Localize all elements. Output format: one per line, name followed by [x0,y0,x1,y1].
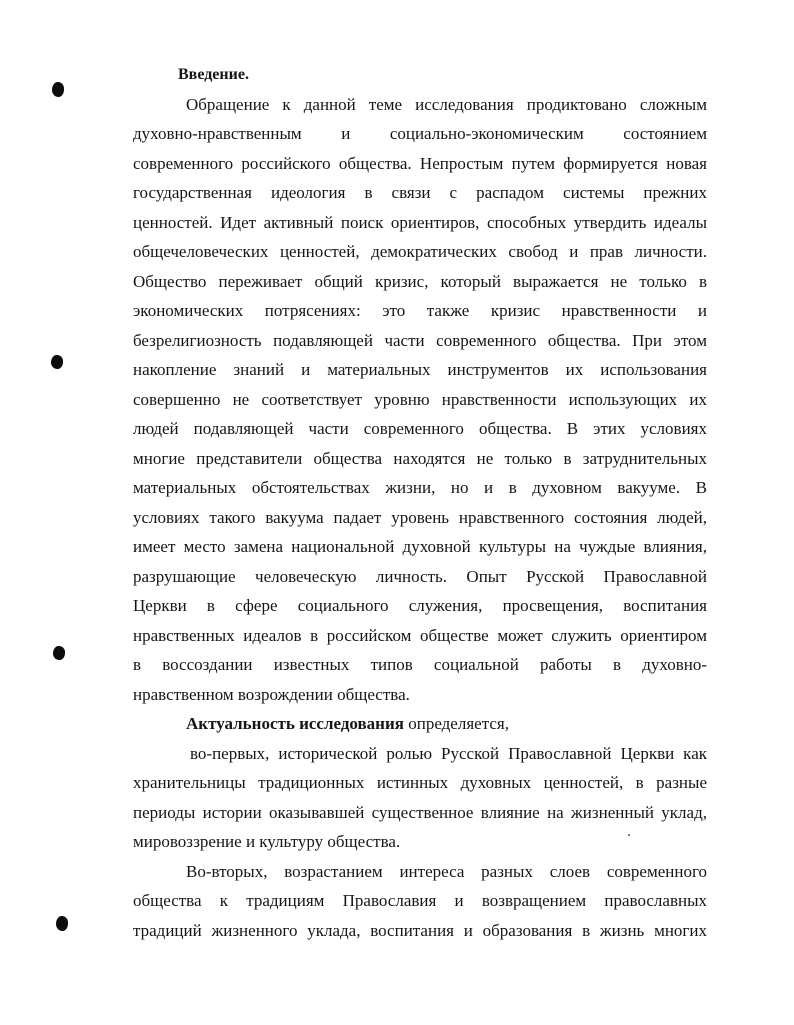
binding-hole-3 [53,646,65,660]
text-line: в воссоздании известных типов социальной работы в духовно- [133,655,707,674]
text-line: духовно-нравственным и социально-экономическим состоянием [133,124,707,143]
text-line: ценностей. Идет активный поиск ориентиров, способных утвердить идеалы [133,213,707,232]
text-line: совершенно не соответствует уровню нравственности использующих их [133,390,707,409]
text-line: во-первых, исторической ролью Русской Православной Церкви как [190,744,707,763]
text-line: государственная идеология в связи с распадом системы прежних [133,183,707,202]
text-line: имеет место замена национальной духовной культуры на чуждые влияния, [133,537,707,556]
binding-hole-2 [51,355,63,369]
relevance-heading: Актуальность исследования [186,714,404,733]
text-line: многие представители общества находятся не только в затруднительных [133,449,707,468]
text-line: безрелигиозность подавляющей части современного общества. При этом [133,331,707,350]
text-line: хранительницы традиционных истинных духовных ценностей, в разные [133,773,707,792]
text-line: общечеловеческих ценностей, демократических свобод и прав личности. [133,242,707,261]
text-line: разрушающие человеческую личность. Опыт Русской Православной [133,567,707,586]
text-line: современного российского общества. Непростым путем формируется новая [133,154,707,173]
text-line: нравственных идеалов в российском обществе может служить ориентиром [133,626,707,645]
text-line: периоды истории оказывавшей существенное влияние на жизненный уклад, [133,803,707,822]
text-line: Общество переживает общий кризис, который выражается не только в [133,272,707,291]
binding-hole-1 [52,82,64,97]
text-line: накопление знаний и материальных инструментов их использования [133,360,707,379]
binding-hole-4 [56,916,68,931]
section-heading: Введение. [178,66,249,83]
relevance-line [186,709,707,739]
text-line: общества к традициям Православия и возвращением православных [133,891,707,910]
text-line: материальных обстоятельствах жизни, но и в духовном вакууме. В [133,478,707,497]
relevance-text: определяется, [403,714,509,733]
text-line: экономических потрясениях: это также кризис нравственности и [133,301,707,320]
text-line: людей подавляющей части современного общества. В этих условиях [133,419,707,438]
text-line: традиций жизненного уклада, воспитания и образования в жизнь многих [133,921,707,940]
text-line: мировоззрение и культуру общества. [133,832,401,851]
text-line: Церкви в сфере социального служения, просвещения, воспитания [133,596,707,615]
text-line: Обращение к данной теме исследования продиктовано сложным [186,95,707,114]
text-line: Во-вторых, возрастанием интереса разных слоев современного [186,862,707,881]
text-line: условиях такого вакуума падает уровень нравственного состояния людей, [133,508,707,527]
text-line: нравственном возрождении общества. [133,685,410,704]
